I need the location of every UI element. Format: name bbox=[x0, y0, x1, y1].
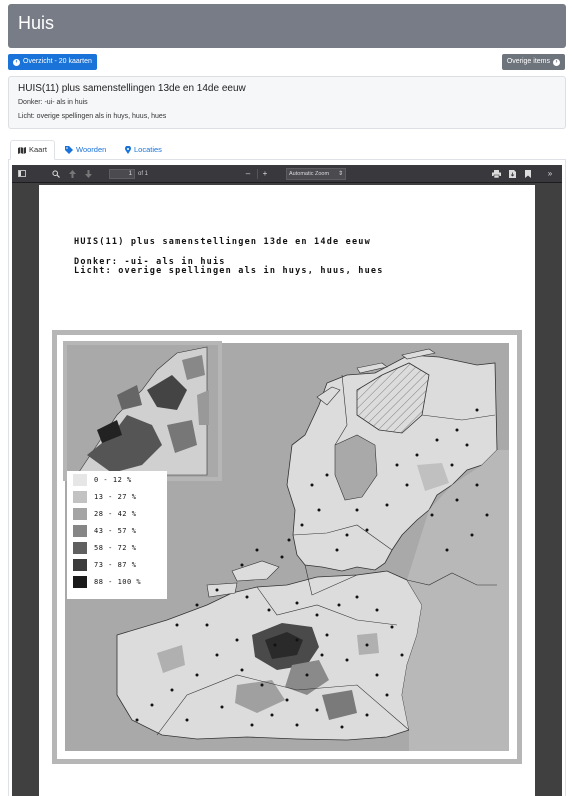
legend-label: 73 - 87 % bbox=[94, 560, 137, 569]
legend-item bbox=[73, 507, 136, 520]
map-info-panel bbox=[8, 76, 566, 129]
toolbar-divider bbox=[257, 169, 258, 179]
tab-bar bbox=[8, 140, 566, 160]
legend-label: 0 - 12 % bbox=[94, 475, 132, 484]
page-count: of 1 bbox=[138, 171, 149, 177]
legend-label: 43 - 57 % bbox=[94, 526, 137, 535]
zoom-select[interactable] bbox=[286, 168, 346, 180]
legend-item bbox=[73, 575, 141, 588]
other-items-button[interactable] bbox=[502, 54, 565, 70]
legend-item bbox=[73, 558, 136, 571]
document-title: HUIS(11) plus samenstellingen 13de en 14de eeuw bbox=[74, 237, 371, 247]
tab-woorden-label: Woorden bbox=[76, 145, 107, 154]
sidebar-toggle-icon[interactable] bbox=[16, 168, 28, 180]
map-title: HUIS(11) plus samenstellingen 13de en 14de eeuw bbox=[18, 83, 246, 94]
tab-locaties-label: Locaties bbox=[134, 145, 162, 154]
map-marker-icon bbox=[125, 146, 131, 154]
zoom-in-icon[interactable]: + bbox=[262, 169, 268, 178]
legend-label: 28 - 42 % bbox=[94, 509, 137, 518]
chevron-left-icon: ‹ bbox=[13, 59, 20, 66]
legend-swatch bbox=[73, 559, 87, 571]
tab-woorden[interactable] bbox=[58, 140, 113, 160]
bookmark-icon[interactable] bbox=[522, 168, 534, 180]
map-legend bbox=[67, 471, 167, 599]
tab-locaties[interactable] bbox=[118, 140, 169, 160]
overview-button-label: Overzicht - 20 kaarten bbox=[23, 58, 92, 65]
pdf-viewer bbox=[12, 165, 562, 796]
page-number-input[interactable]: 1 bbox=[109, 169, 135, 179]
page-title: Huis bbox=[18, 13, 55, 33]
tab-kaart-label: Kaart bbox=[29, 145, 47, 154]
download-icon[interactable] bbox=[506, 168, 518, 180]
legend-swatch bbox=[73, 474, 87, 486]
document-light-line: Licht: overige spellingen als in huys, huus, hues bbox=[74, 266, 384, 276]
legend-item bbox=[73, 473, 132, 486]
tab-kaart[interactable] bbox=[10, 140, 55, 160]
pdf-toolbar bbox=[12, 165, 562, 183]
map-icon bbox=[18, 147, 26, 154]
legend-swatch bbox=[73, 576, 87, 588]
map-light-description: Licht: overige spellingen als in huys, huus, hues bbox=[18, 113, 167, 120]
legend-item bbox=[73, 524, 136, 537]
page-header bbox=[8, 4, 566, 48]
next-page-icon[interactable] bbox=[82, 168, 94, 180]
pdf-page bbox=[39, 185, 535, 796]
tag-icon bbox=[65, 146, 73, 154]
other-items-button-label: Overige items bbox=[506, 58, 550, 65]
tools-menu-icon[interactable]: » bbox=[547, 169, 553, 178]
overview-button[interactable] bbox=[8, 54, 97, 70]
legend-item bbox=[73, 490, 136, 503]
previous-page-icon[interactable] bbox=[66, 168, 78, 180]
print-icon[interactable] bbox=[490, 168, 502, 180]
legend-swatch bbox=[73, 508, 87, 520]
legend-swatch bbox=[73, 525, 87, 537]
chevron-right-icon: › bbox=[553, 59, 560, 66]
legend-swatch bbox=[73, 542, 87, 554]
legend-label: 13 - 27 % bbox=[94, 492, 137, 501]
legend-label: 58 - 72 % bbox=[94, 543, 137, 552]
legend-label: 88 - 100 % bbox=[94, 577, 142, 586]
legend-item bbox=[73, 541, 136, 554]
select-arrows-icon: ⇕ bbox=[337, 171, 343, 177]
search-icon[interactable] bbox=[50, 168, 62, 180]
map-dark-description: Donker: -ui- als in huis bbox=[18, 99, 88, 106]
zoom-out-icon[interactable]: – bbox=[245, 169, 251, 178]
legend-swatch bbox=[73, 491, 87, 503]
document-dark-line: Donker: -ui- als in huis bbox=[74, 257, 226, 267]
zoom-select-value: Automatic Zoom bbox=[289, 171, 330, 177]
